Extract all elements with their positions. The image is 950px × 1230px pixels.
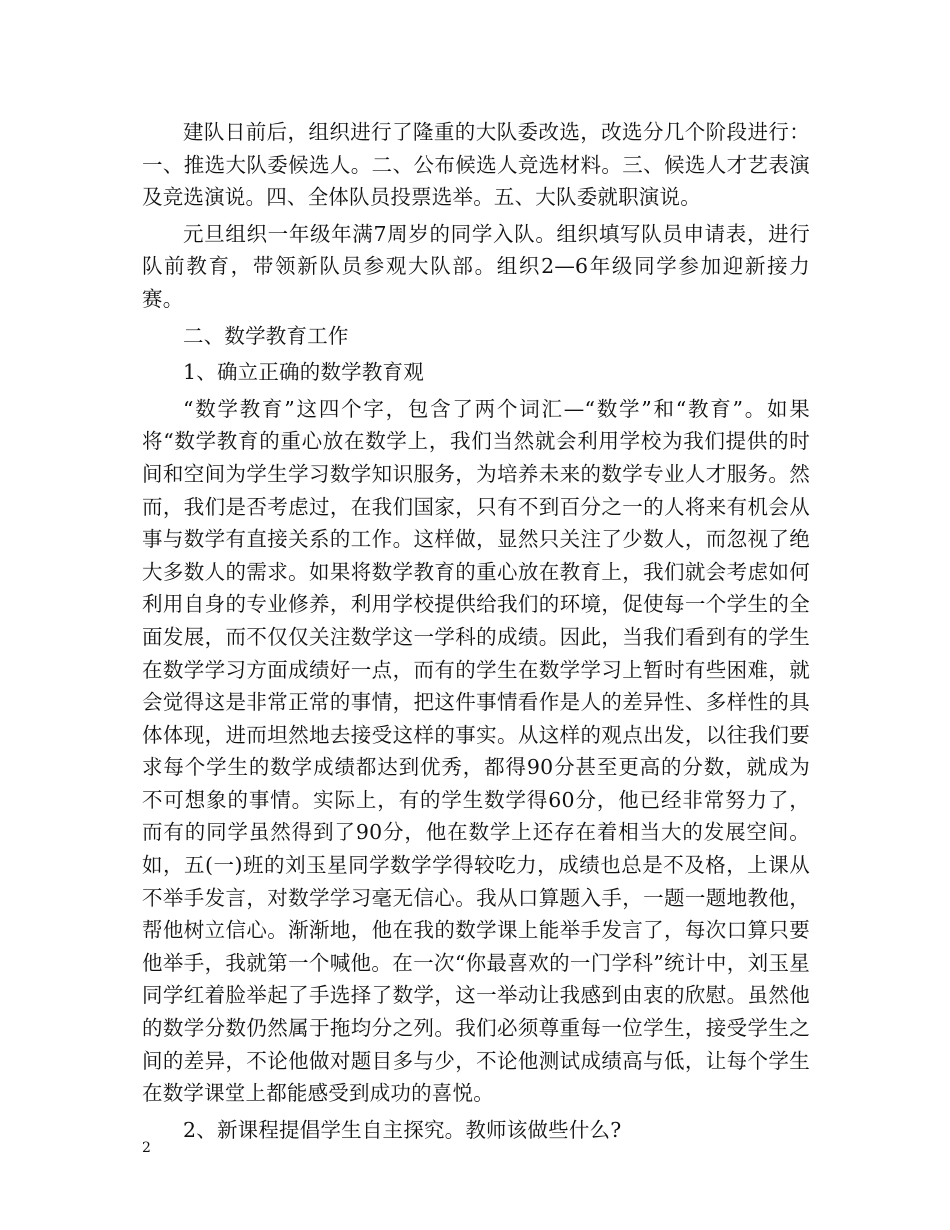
paragraph-math-education-view: “数学教育”这四个字，包含了两个词汇—“数学”和“教育”。如果将“数学教育的重心放在数学上，我们当然就会利用学校为我们提供的时间和空间为学生学习数学知识服务，为培养未来的数学专业人才服务。然而，我们是否考虑过，在我们国家，只有不到百分之一的人将来有机会从事与数学有直接关系的工作。这样做，显然只关注了少数人，而忽视了绝大多数人的需求。如果将数学教育的重心放在教育上，我们就会考虑如何利用自身的专业修养，利用学校提供给我们的环境，促使每一个学生的全面发展，而不仅仅关注数学这一学科的成绩。因此，当我们看到有的学生在数学学习方面成绩好一点，而有的学生在数学学习上暂时有些困难，就会觉得这是非常正常的事情，把这件事情看作是人的差异性、多样性的具体体现，进而坦然地去接受这样的事实。从这样的观点出发，以往我们要求每个学生的数学成绩都达到优秀，都得90分甚至更高的分数，就成为不可想象的事情。实际上，有的学生数学得60分，他已经非常努力了，而有的同学虽然得到了90分，他在数学上还存在着相当大的发展空间。如，五(一)班的刘玉星同学数学学得较吃力，成绩也总是不及格，上课从不举手发言，对数学学习毫无信心。我从口算题入手，一题一题地教他，帮他树立信心。渐渐地，他在我的数学课上能举手发言了，每次口算只要他举手，我就第一个喊他。在一次“你最喜欢的一门学科”统计中，刘玉星同学红着脸举起了手选择了数学，这一举动让我感到由衷的欣慰。虽然他的数学分数仍然属于拖均分之列。我们必须尊重每一位学生，接受学生之间的差异，不论他做对题目多与少，不论他测试成绩高与低，让每个学生在数学课堂上都能感受到成功的喜悦。	[142, 396, 810, 1106]
section-heading-math-education: 二、数学教育工作	[183, 323, 349, 348]
paragraph-new-year-enrollment: 元旦组织一年级年满7周岁的同学入队。组织填写队员申请表，进行队前教育，带领新队员参观大队部。组织2—6年级同学参加迎新接力赛。	[142, 221, 810, 311]
subheading-math-education-view: 1、确立正确的数学教育观	[183, 360, 424, 385]
page-number: 2	[142, 1140, 151, 1156]
subheading-independent-inquiry: 2、新课程提倡学生自主探究。教师该做些什么?	[183, 1117, 622, 1142]
document-body	[142, 116, 810, 1146]
paragraph-team-election: 建队日前后，组织进行了隆重的大队委改选，改选分几个阶段进行：一、推选大队委候选人。二、公布候选人竞选材料。三、候选人才艺表演及竞选演说。四、全体队员投票选举。五、大队委就职演说。	[142, 120, 810, 210]
